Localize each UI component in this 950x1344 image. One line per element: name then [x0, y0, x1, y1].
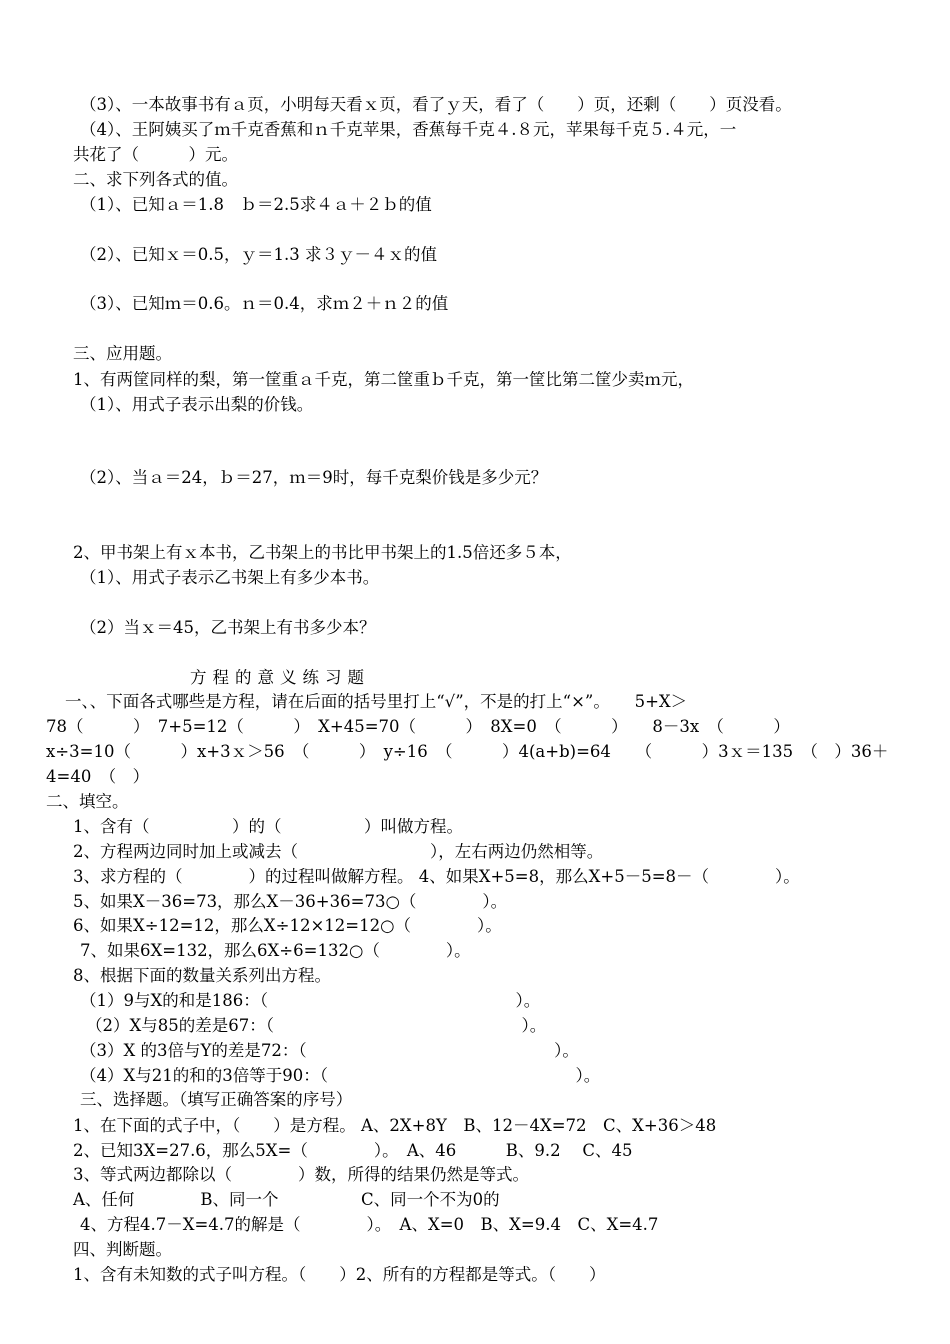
question-text-line: 2、甲书架上有ｘ本书，乙书架上的书比甲书架上的1.5倍还多５本，: [73, 543, 572, 562]
question-text-line: 8、根据下面的数量关系列出方程。: [73, 966, 331, 985]
question-text-line: （2）X与85的差是67：（ ）。: [86, 1016, 547, 1035]
section-heading: 二、填空。: [46, 792, 129, 811]
page-title: 方程的意义练习题: [190, 668, 370, 687]
question-text-line: （3）、一本故事书有ａ页，小明每天看ｘ页，看了ｙ天，看了（ ）页，还剩（ ）页没看。: [80, 95, 792, 114]
question-text-line: 1、在下面的式子中，（ ）是方程。 A、2X+8Y B、12－4X=72 C、X+36＞48: [73, 1116, 717, 1135]
question-text-line: 1、含有未知数的式子叫方程。（ ）2、所有的方程都是等式。（ ）: [73, 1265, 606, 1284]
question-text-line: x÷3=10（ ）x+3ｘ＞56 （ ） y÷16 （ ）4(a+b)=64 （ ）3ｘ＝135 （ ）36＋: [46, 742, 889, 761]
question-text-line: （1）9与X的和是186：（ ）。: [80, 991, 541, 1010]
question-text-line: 2、已知3X=27.6，那么5X=（ ）。 A、46 B、9.2 C、45: [73, 1141, 633, 1160]
question-text-line: 3、求方程的（ ）的过程叫做解方程。 4、如果X+5=8，那么X+5－5=8－（ ）。: [73, 867, 800, 886]
question-text-line: 6、如果X÷12=12，那么X÷12×12=12○（ ）。: [73, 916, 502, 935]
question-text-line: 4、方程4.7－X=4.7的解是（ ）。 A、X=0 B、X=9.4 C、X=4.7: [80, 1215, 659, 1234]
question-text-line: （1）、用式子表示出梨的价钱。: [80, 395, 314, 414]
question-text-line: （2）当ｘ＝45，乙书架上有书多少本？: [80, 618, 376, 637]
question-text-line: 一、、下面各式哪些是方程，请在后面的括号里打上“√”，不是的打上“×”。 5+X＞: [65, 692, 688, 711]
question-text-line: 1、含有（ ）的（ ）叫做方程。: [73, 817, 463, 836]
section-heading: 三、选择题。（填写正确答案的序号）: [80, 1090, 353, 1109]
question-text-line: 4=40 （ ）: [46, 767, 150, 786]
question-text-line: 3、等式两边都除以（ ）数，所得的结果仍然是等式。: [73, 1165, 529, 1184]
question-text-line: 7、如果6X=132，那么6X÷6=132○（ ）。: [80, 941, 471, 960]
question-text-line: （4）、王阿姨买了ｍ千克香蕉和ｎ千克苹果，香蕉每千克４.８元，苹果每千克５.４元，一: [80, 120, 737, 139]
question-text-line: （3）X 的3倍与Y的差是72：（ ）。: [80, 1041, 579, 1060]
question-text-line: 2、方程两边同时加上或减去（ ），左右两边仍然相等。: [73, 842, 604, 861]
question-text-line: A、任何 B、同一个 C、同一个不为0的: [73, 1190, 500, 1209]
question-text-line: （4）X与21的和的3倍等于90：（ ）。: [80, 1066, 601, 1085]
question-text-line: （3）、已知ｍ＝0.6。ｎ＝0.4，求ｍ２＋ｎ２的值: [80, 294, 449, 313]
question-text-line: （2）、当ａ＝24，ｂ＝27，ｍ＝9时，每千克梨价钱是多少元？: [80, 468, 548, 487]
section-heading: 三、应用题。: [73, 344, 172, 363]
question-text-line: （1）、用式子表示乙书架上有多少本书。: [80, 568, 380, 587]
question-text-line: 5、如果X－36=73，那么X－36+36=73○（ ）。: [73, 892, 508, 911]
section-heading: 二、求下列各式的值。: [73, 170, 238, 189]
section-heading: 四、判断题。: [73, 1240, 172, 1259]
question-text-line: 1、有两筐同样的梨，第一筐重ａ千克，第二筐重ｂ千克，第一筐比第二筐少卖ｍ元，: [73, 370, 694, 389]
question-text-line: （2）、已知ｘ＝0.5，ｙ＝1.3 求３ｙ－４ｘ的值: [80, 245, 437, 264]
question-text-line: 共花了（ ）元。: [73, 145, 238, 164]
question-text-line: （1）、已知ａ＝1.8 ｂ＝2.5求４ａ＋２ｂ的值: [80, 195, 432, 214]
question-text-line: 78（ ） 7+5=12（ ） X+45=70（ ） 8X=0 （ ） 8－3x （ ）: [46, 717, 790, 736]
